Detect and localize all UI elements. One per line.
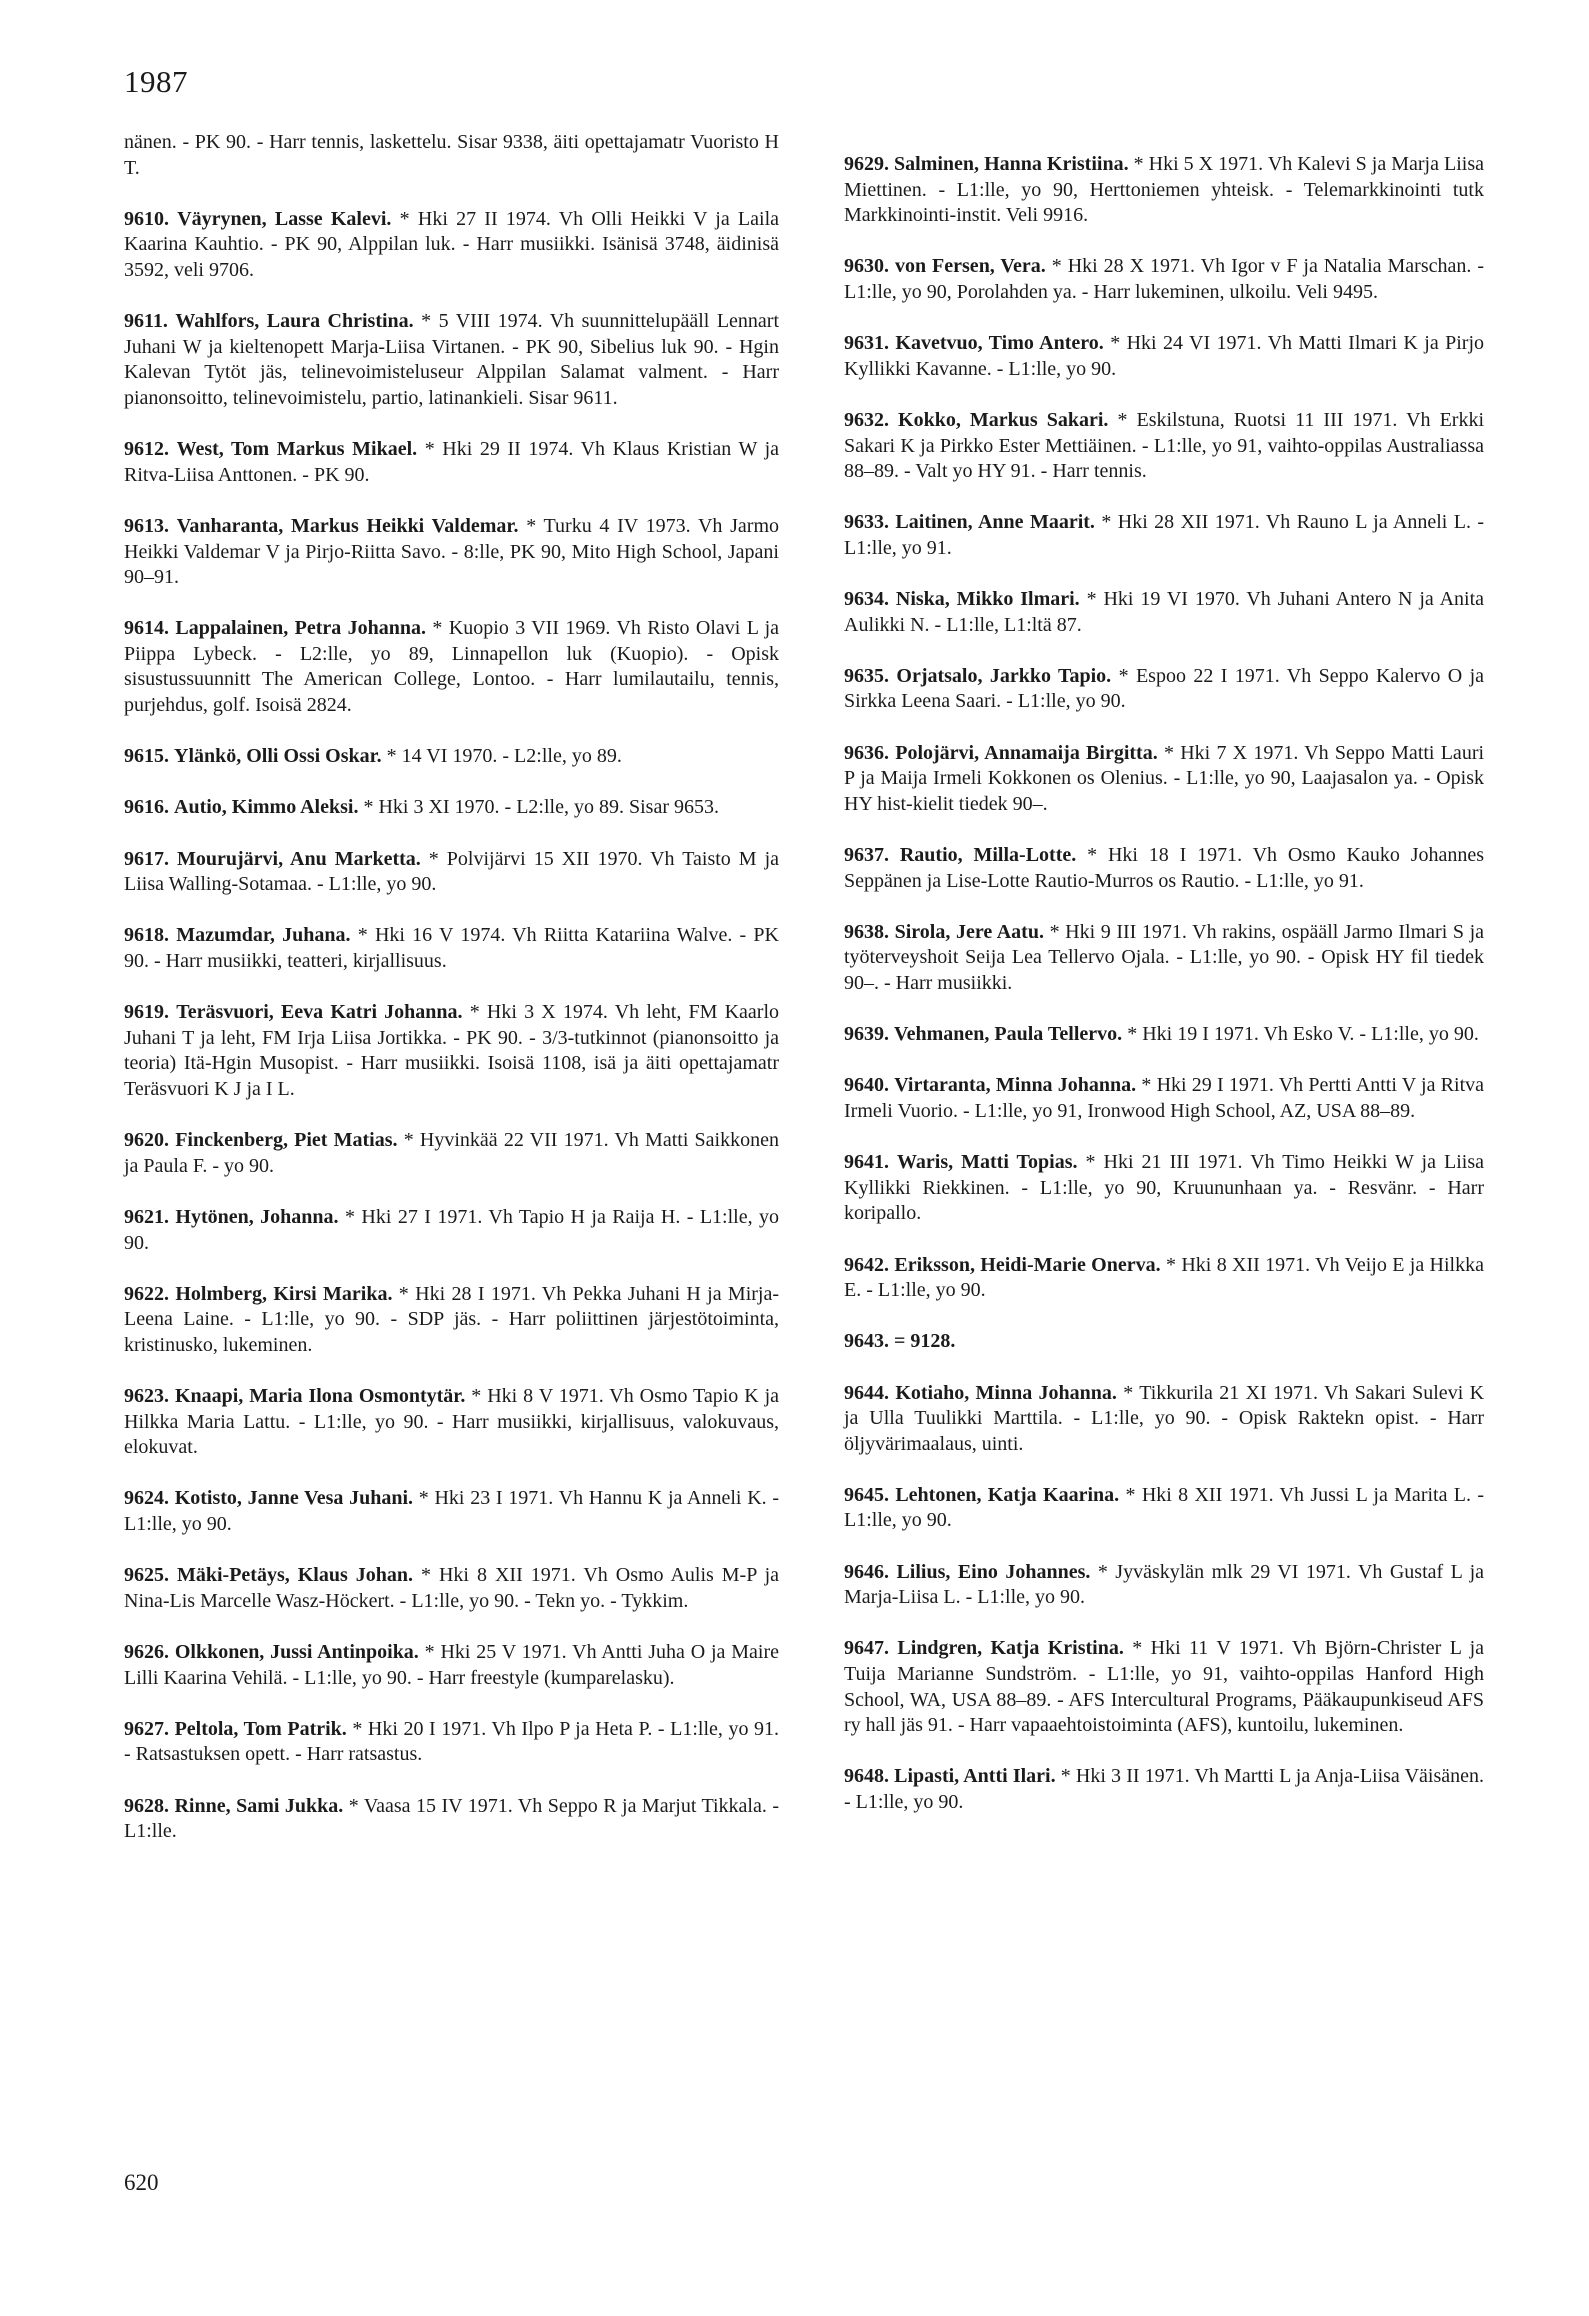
entry-text: * Kuopio 3 VII 1969. Vh Risto Olavi L ja Piippa Lybeck. - L2:lle, yo 89, Linnapellon luk (Kuopio). - Opisk sisustussuunnitt The American College, Lontoo. - Harr lumilautailu, tennis, purjehdus, golf. Isoisä 2824. xyxy=(124,617,780,717)
entry-name: Orjatsalo, Jarkko Tapio. xyxy=(896,664,1112,687)
biography-entry xyxy=(844,1150,1484,1227)
biography-entry xyxy=(844,1253,1484,1304)
right-column xyxy=(844,152,1484,1841)
entry-number: 9626. xyxy=(124,1641,169,1664)
entry-name: Ylänkö, Olli Ossi Oskar. xyxy=(174,745,382,768)
entry-name: Kokko, Markus Sakari. xyxy=(898,408,1109,431)
entry-name: Niska, Mikko Ilmari. xyxy=(895,588,1080,611)
entry-text: * Hki 3 XI 1970. - L2:lle, yo 89. Sisar 9653. xyxy=(363,796,719,819)
entry-name: Knaapi, Maria Ilona Osmontytär. xyxy=(174,1385,466,1408)
entry-name: Kotiaho, Minna Johanna. xyxy=(895,1381,1117,1404)
entry-text: * Hki 29 I 1971. Vh Pertti Antti V ja Ritva Irmeli Vuorio. - L1:lle, yo 91, Ironwood High School, AZ, USA 88–89. xyxy=(844,1074,1485,1122)
entry-text: * Hki 20 I 1971. Vh Ilpo P ja Heta P. - L1:lle, yo 91. - Ratsastuksen opett. - Harr ratsastus. xyxy=(124,1717,780,1766)
biography-entry xyxy=(844,1022,1484,1048)
biography-entry xyxy=(124,437,779,488)
biography-entry xyxy=(124,744,779,770)
biography-entry xyxy=(844,664,1484,715)
biography-entry xyxy=(844,1636,1484,1738)
entry-name: Mäki-Petäys, Klaus Johan. xyxy=(177,1564,413,1587)
entry-text: * Hki 28 I 1971. Vh Pekka Juhani H ja Mirja-Leena Laine. - L1:lle, yo 90. - SDP jäs. - Harr poliittinen järjestötoiminta, kristinusko, lukeminen. xyxy=(124,1282,780,1356)
entry-number: 9616. xyxy=(124,796,169,819)
entry-number: 9611. xyxy=(124,310,168,333)
entry-number: 9630. xyxy=(844,255,889,278)
entry-text: * Polvijärvi 15 XII 1970. Vh Taisto M ja Liisa Walling-Sotamaa. - L1:lle, yo 90. xyxy=(124,847,780,896)
biography-entry xyxy=(124,616,779,718)
entry-text: * Hki 3 II 1971. Vh Martti L ja Anja-Liisa Väisänen. - L1:lle, yo 90. xyxy=(844,1765,1485,1813)
biography-entry xyxy=(844,741,1484,818)
entry-name: Autio, Kimmo Aleksi. xyxy=(174,796,359,819)
entry-name: Kotisto, Janne Vesa Juhani. xyxy=(174,1487,414,1510)
entry-name: Rautio, Milla-Lotte. xyxy=(899,844,1077,867)
entry-name: Hytönen, Johanna. xyxy=(175,1205,339,1228)
entry-name: Lehtonen, Katja Kaarina. xyxy=(895,1483,1120,1506)
biography-entry xyxy=(124,309,779,411)
entry-text: * Hki 19 VI 1970. Vh Juhani Antero N ja Anita Aulikki N. - L1:lle, L1:ltä 87. xyxy=(844,588,1485,636)
entry-text: * Hyvinkää 22 VII 1971. Vh Matti Saikkonen ja Paula F. - yo 90. xyxy=(124,1129,779,1177)
biography-entry xyxy=(124,1486,779,1537)
biography-entry xyxy=(844,510,1484,561)
entry-number: 9622. xyxy=(124,1282,169,1305)
entry-text: * Hki 27 I 1971. Vh Tapio H ja Raija H. - L1:lle, yo 90. xyxy=(124,1205,780,1254)
entry-number: 9638. xyxy=(844,920,889,943)
entry-number: 9636. xyxy=(844,741,889,764)
entry-text: * Hki 8 XII 1971. Vh Osmo Aulis M-P ja Nina-Lis Marcelle Wasz-Höckert. - L1:lle, yo 90. - Tekn yo. - Tykkim. xyxy=(124,1564,780,1612)
biography-entry xyxy=(124,130,779,181)
entry-number: 9639. xyxy=(844,1023,889,1046)
entry-text: * Hki 28 X 1971. Vh Igor v F ja Natalia Marschan. - L1:lle, yo 90, Porolahden ya. - Harr lukeminen, ulkoilu. Veli 9495. xyxy=(844,255,1484,303)
entry-text: * Hki 5 X 1971. Vh Kalevi S ja Marja Liisa Miettinen. - L1:lle, yo 90, Herttoniemen yhteisk. - Telemarkkinointi tutk Markkinointi-instit. Veli 9916. xyxy=(844,153,1485,227)
entry-number: 9635. xyxy=(844,664,889,687)
entry-name: Rinne, Sami Jukka. xyxy=(174,1794,344,1817)
biography-entry xyxy=(844,587,1484,638)
biography-entry xyxy=(124,207,779,284)
entry-text: * Vaasa 15 IV 1971. Vh Seppo R ja Marjut Tikkala. - L1:lle. xyxy=(124,1794,780,1843)
entry-name: Kavetvuo, Timo Antero. xyxy=(895,332,1104,355)
entry-name: West, Tom Markus Mikael. xyxy=(176,438,418,461)
biography-entry xyxy=(844,1073,1484,1124)
page-number: 620 xyxy=(124,2170,159,2195)
entry-number: 9640. xyxy=(844,1074,889,1097)
entry-number: 9615. xyxy=(124,745,169,768)
entry-name: Sirola, Jere Aatu. xyxy=(894,920,1044,943)
entry-name: Waris, Matti Topias. xyxy=(897,1151,1078,1174)
entry-number: 9643. xyxy=(844,1330,889,1353)
biography-entry xyxy=(844,843,1484,894)
biography-entry xyxy=(124,847,779,898)
biography-entry xyxy=(124,1384,779,1461)
entry-name: Polojärvi, Annamaija Birgitta. xyxy=(895,741,1158,764)
entry-number: 9624. xyxy=(124,1487,169,1510)
entry-name: Olkkonen, Jussi Antinpoika. xyxy=(174,1641,419,1664)
entry-name: Eriksson, Heidi-Marie Onerva. xyxy=(894,1253,1161,1276)
biography-entry xyxy=(124,1640,779,1691)
entry-name: Mazumdar, Juhana. xyxy=(176,924,351,947)
entry-name: Salminen, Hanna Kristiina. xyxy=(894,153,1129,175)
biography-entry xyxy=(124,514,779,591)
entry-number: 9617. xyxy=(124,847,169,870)
entry-text: * Jyväskylän mlk 29 VI 1971. Vh Gustaf L ja Marja-Liisa L. - L1:lle, yo 90. xyxy=(844,1560,1485,1609)
entry-number: 9645. xyxy=(844,1483,889,1506)
left-column xyxy=(124,130,779,1870)
entry-name: Holmberg, Kirsi Marika. xyxy=(175,1282,393,1305)
entry-name: = 9128. xyxy=(894,1330,956,1353)
entry-number: 9631. xyxy=(844,332,889,355)
entry-number: 9627. xyxy=(124,1717,169,1740)
biography-entry xyxy=(844,331,1484,382)
entry-text: nänen. - PK 90. - Harr tennis, laskettelu. Sisar 9338, äiti opettajamatr Vuoristo H T. xyxy=(124,131,779,179)
entry-text: * Hki 18 I 1971. Vh Osmo Kauko Johannes Seppänen ja Lise-Lotte Rautio-Murros os Rautio. - L1:lle, yo 91. xyxy=(844,844,1485,892)
biography-entry xyxy=(124,1205,779,1256)
entry-name: Teräsvuori, Eeva Katri Johanna. xyxy=(176,1001,463,1024)
biography-entry xyxy=(124,1000,779,1102)
entry-text: * Hki 21 III 1971. Vh Timo Heikki W ja Liisa Kyllikki Riekkinen. - L1:lle, yo 90, Kruununhaan ya. - Resvänr. - Harr koripallo. xyxy=(844,1151,1484,1225)
biography-entry xyxy=(844,254,1484,305)
entry-name: Virtaranta, Minna Johanna. xyxy=(894,1074,1137,1097)
biography-entry xyxy=(844,1764,1484,1815)
entry-number: 9628. xyxy=(124,1794,169,1817)
entry-text: * Hki 16 V 1974. Vh Riitta Katariina Walve. - PK 90. - Harr musiikki, teatteri, kirjallisuus. xyxy=(124,924,779,972)
entry-name: Lappalainen, Petra Johanna. xyxy=(175,617,427,640)
entry-number: 9614. xyxy=(124,617,169,640)
entry-text: * Hki 8 XII 1971. Vh Jussi L ja Marita L. - L1:lle, yo 90. xyxy=(844,1483,1485,1532)
biography-entry xyxy=(124,1282,779,1359)
entry-number: 9632. xyxy=(844,408,889,431)
entry-number: 9648. xyxy=(844,1765,889,1788)
biography-entry xyxy=(124,1563,779,1614)
entry-name: Lilius, Eino Johannes. xyxy=(896,1560,1091,1583)
biography-entry xyxy=(844,1483,1484,1534)
entry-text: * Hki 25 V 1971. Vh Antti Juha O ja Maire Lilli Kaarina Vehilä. - L1:lle, yo 90. - Harr freestyle (kumparelasku). xyxy=(124,1641,779,1689)
biography-entry xyxy=(844,152,1484,229)
entry-text: * Hki 9 III 1971. Vh rakins, ospääll Jarmo Ilmari S ja työterveyshoit Seija Lea Tellervo Ojala. - L1:lle, yo 90. - Opisk HY fil tiedek 90–. - Harr musiikki. xyxy=(844,920,1485,994)
entry-text: * Espoo 22 I 1971. Vh Seppo Kalervo O ja Sirkka Leena Saari. - L1:lle, yo 90. xyxy=(844,664,1485,713)
entry-number: 9646. xyxy=(844,1560,889,1583)
entry-text: * Eskilstuna, Ruotsi 11 III 1971. Vh Erkki Sakari K ja Pirkko Ester Mettiäinen. - L1:lle, yo 91, vaihto-oppilas Australiassa 88–89. - Valt yo HY 91. - Harr tennis. xyxy=(844,408,1485,483)
entry-number: 9641. xyxy=(844,1151,889,1174)
entry-text: * Turku 4 IV 1973. Vh Jarmo Heikki Valdemar V ja Pirjo-Riitta Savo. - 8:lle, PK 90, Mito High School, Japani 90–91. xyxy=(124,514,780,589)
biography-entry xyxy=(844,1329,1484,1355)
biography-entry xyxy=(124,923,779,974)
entry-text: * Hki 23 I 1971. Vh Hannu K ja Anneli K. - L1:lle, yo 90. xyxy=(124,1487,780,1536)
entry-number: 9612. xyxy=(124,438,169,461)
entry-number: 9610. xyxy=(124,207,169,230)
entry-text: * Hki 28 XII 1971. Vh Rauno L ja Anneli L. - L1:lle, yo 91. xyxy=(844,511,1485,559)
entry-text: * Hki 11 V 1971. Vh Björn-Christer L ja Tuija Marianne Sundström. - L1:lle, yo 91, vaihto-oppilas Hanford High School, WA, USA 88–89. - AFS Intercultural Programs, Pääkaupunkiseud AFS ry hall jäs 91. - Harr vapaaehtoistoiminta (AFS), kuntoilu, lukeminen. xyxy=(844,1637,1485,1737)
entry-number: 9618. xyxy=(124,924,169,947)
biography-entry xyxy=(844,1381,1484,1458)
biography-entry xyxy=(124,1128,779,1179)
entry-number: 9642. xyxy=(844,1253,889,1276)
entry-number: 9619. xyxy=(124,1001,169,1024)
entry-text: * Hki 27 II 1974. Vh Olli Heikki V ja Laila Kaarina Kauhtio. - PK 90, Alppilan luk. - Harr musiikki. Isänisä 3748, äidinisä 3592, veli 9706. xyxy=(124,207,780,281)
entry-number: 9625. xyxy=(124,1564,169,1587)
entry-number: 9620. xyxy=(124,1129,169,1152)
biography-entry xyxy=(844,920,1484,997)
entry-number: 9634. xyxy=(844,588,889,611)
entry-number: 9613. xyxy=(124,514,169,537)
entry-text: * Hki 24 VI 1971. Vh Matti Ilmari K ja Pirjo Kyllikki Kavanne. - L1:lle, yo 90. xyxy=(844,332,1485,380)
entry-name: Vehmanen, Paula Tellervo. xyxy=(894,1023,1123,1046)
page-year: 1987 xyxy=(124,64,188,99)
entry-name: Väyrynen, Lasse Kalevi. xyxy=(177,207,392,230)
entry-name: Mourujärvi, Anu Marketta. xyxy=(177,847,421,870)
entry-text: * Hki 8 XII 1971. Vh Veijo E ja Hilkka E. - L1:lle, yo 90. xyxy=(844,1253,1484,1302)
entry-text: * Hki 8 V 1971. Vh Osmo Tapio K ja Hilkka Maria Lattu. - L1:lle, yo 90. - Harr musiikki, kirjallisuus, valokuvaus, elokuvat. xyxy=(124,1385,780,1459)
entry-number: 9637. xyxy=(844,844,889,867)
entry-text: * Hki 29 II 1974. Vh Klaus Kristian W ja Ritva-Liisa Anttonen. - PK 90. xyxy=(124,438,780,486)
entry-number: 9623. xyxy=(124,1385,169,1408)
biography-entry xyxy=(844,1560,1484,1611)
biography-entry xyxy=(124,1717,779,1768)
entry-name: Wahlfors, Laura Christina. xyxy=(175,310,414,333)
biography-entry xyxy=(844,408,1484,485)
entry-number: 9629. xyxy=(844,153,889,175)
entry-name: Peltola, Tom Patrik. xyxy=(174,1717,347,1740)
entry-text: * Hki 19 I 1971. Vh Esko V. - L1:lle, yo 90. xyxy=(1127,1023,1479,1046)
biography-entry xyxy=(124,795,779,821)
entry-text: * Hki 3 X 1974. Vh leht, FM Kaarlo Juhani T ja leht, FM Irja Liisa Jortikka. - PK 90. - 3/3-tutkinnot (pianonsoitto ja teoria) Itä-Hgin Musopist. - Harr musiikki. Isoisä 1108, isä ja äiti opettajamatr Teräsvuori K J ja I L. xyxy=(124,1001,780,1100)
entry-number: 9621. xyxy=(124,1205,169,1228)
entry-number: 9644. xyxy=(844,1381,889,1404)
entry-name: Laitinen, Anne Maarit. xyxy=(895,511,1095,534)
entry-name: Finckenberg, Piet Matias. xyxy=(175,1129,398,1152)
entry-number: 9647. xyxy=(844,1637,889,1660)
entry-text: * Tikkurila 21 XI 1971. Vh Sakari Sulevi K ja Ulla Tuulikki Marttila. - L1:lle, yo 90. - Opisk Raktekn opist. - Harr öljyvärimaalaus, uinti. xyxy=(844,1381,1485,1455)
biography-entry xyxy=(124,1794,779,1845)
entry-text: * 14 VI 1970. - L2:lle, yo 89. xyxy=(386,745,622,768)
entry-text: * Hki 7 X 1971. Vh Seppo Matti Lauri P ja Maija Irmeli Kokkonen os Olenius. - L1:lle, yo 90, Laajasalon ya. - Opisk HY hist-kielit tiedek 90–. xyxy=(844,741,1485,815)
entry-number: 9633. xyxy=(844,511,889,534)
entry-name: von Fersen, Vera. xyxy=(894,255,1046,278)
entry-text: * 5 VIII 1974. Vh suunnittelupääll Lennart Juhani W ja kieltenopett Marja-Liisa Virtanen. - PK 90, Sibelius luk 90. - Hgin Kalevan Tytöt jäs, telinevoimisteluseur Alppilan Salamat valment. - Harr pianonsoitto, telinevoimistelu, partio, latinankieli. Sisar 9611. xyxy=(124,310,780,409)
entry-name: Lipasti, Antti Ilari. xyxy=(894,1765,1056,1788)
entry-name: Lindgren, Katja Kristina. xyxy=(897,1637,1124,1660)
entry-name: Vanharanta, Markus Heikki Valdemar. xyxy=(176,514,519,537)
